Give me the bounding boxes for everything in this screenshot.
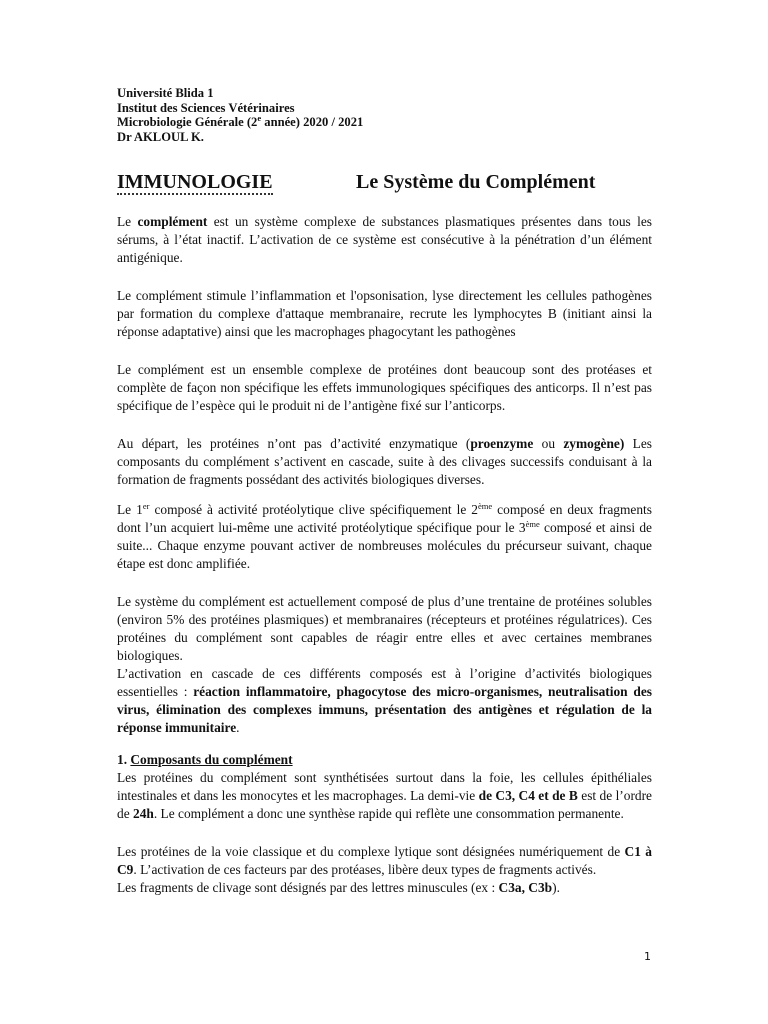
paragraph-3: Le complément est un ensemble complexe de protéines dont beaucoup sont des protéases et complète de façon non spécifique les effets immunologiques spécifiques des anticorps. Il n’est pas spécifique de l’espèce qui le produit ni de l’antigène fixé sur l’anticorps.	[117, 362, 652, 413]
paragraph-6: Le système du complément est actuellement composé de plus d’une trentaine de protéines solubles (environ 5% des protéines plasmiques) et membranaires (récepteurs et protéines régulatrices). Ces protéines du complément sont capables de réagir entre elles et avec certaines membranes biologiques.	[117, 594, 652, 663]
paragraph-5: Le 1er composé à activité protéolytique clive spécifiquement le 2ème composé en deux fragments dont l’un acquiert lui-même une activité protéolytique spécifique pour le 3ème composé et ainsi de suite... Chaque enzyme pouvant activer de nombreuses molécules du précurseur suivant, chaque étape est donc amplifiée.	[117, 501, 652, 571]
paragraph-10: Les fragments de clivage sont désignés par des lettres minuscules (ex : C3a, C3b).	[117, 880, 560, 895]
header-university: Université Blida 1	[117, 86, 214, 100]
header-course: Microbiologie Générale (2e année) 2020 / 2021	[117, 113, 364, 129]
page-title: Le Système du Complément	[356, 171, 596, 193]
title-row	[117, 171, 652, 199]
paragraph-8: Les protéines du complément sont synthétisées surtout dans la foie, les cellules épithéliales intestinales et dans les monocytes et les macrophages. La demi-vie de C3, C4 et de B est de l’ordre de 24h. Le complément a donc une synthèse rapide qui reflète une consommation permanente.	[117, 770, 652, 821]
section-heading-1: 1. Composants du complément	[117, 752, 293, 767]
page-number: 1	[644, 950, 651, 963]
document-page	[117, 86, 652, 897]
header-block	[117, 86, 652, 144]
header-institute: Institut des Sciences Vétérinaires	[117, 100, 295, 115]
paragraph-2: Le complément stimule l’inflammation et l'opsonisation, lyse directement les cellules pathogènes par formation du complexe d'attaque membranaire, recrute les lymphocytes B (initiant ainsi la réponse adaptative) ainsi que les macrophages phagocytant les pathogènes	[117, 288, 652, 339]
paragraph-4: Au départ, les protéines n’ont pas d’activité enzymatique (proenzyme ou zymogène) Les composants du complément s’activent en cascade, suite à des clivages successifs conduisant à la formation de fragments possédant des activités biologiques diverses.	[117, 436, 652, 487]
paragraph-7: L’activation en cascade de ces différents composés est à l’origine d’activités biologiques essentielles : réaction inflammatoire, phagocytose des micro-organismes, neutralisation des virus, élimination des complexes immuns, présentation des antigènes et régulation de la réponse immunitaire.	[117, 666, 652, 735]
header-author: Dr AKLOUL K.	[117, 129, 204, 144]
paragraph-9: Les protéines de la voie classique et du complexe lytique sont désignées numériquement de C1 à C9. L’activation de ces facteurs par des protéases, libère deux types de fragments activés.	[117, 844, 652, 877]
title-immunologie: IMMUNOLOGIE	[117, 171, 273, 193]
paragraph-1: Le complément est un système complexe de substances plasmatiques présentes dans tous les sérums, à l’état inactif. L’activation de ce système est consécutive à la pénétration d’un élément antigénique.	[117, 214, 652, 265]
